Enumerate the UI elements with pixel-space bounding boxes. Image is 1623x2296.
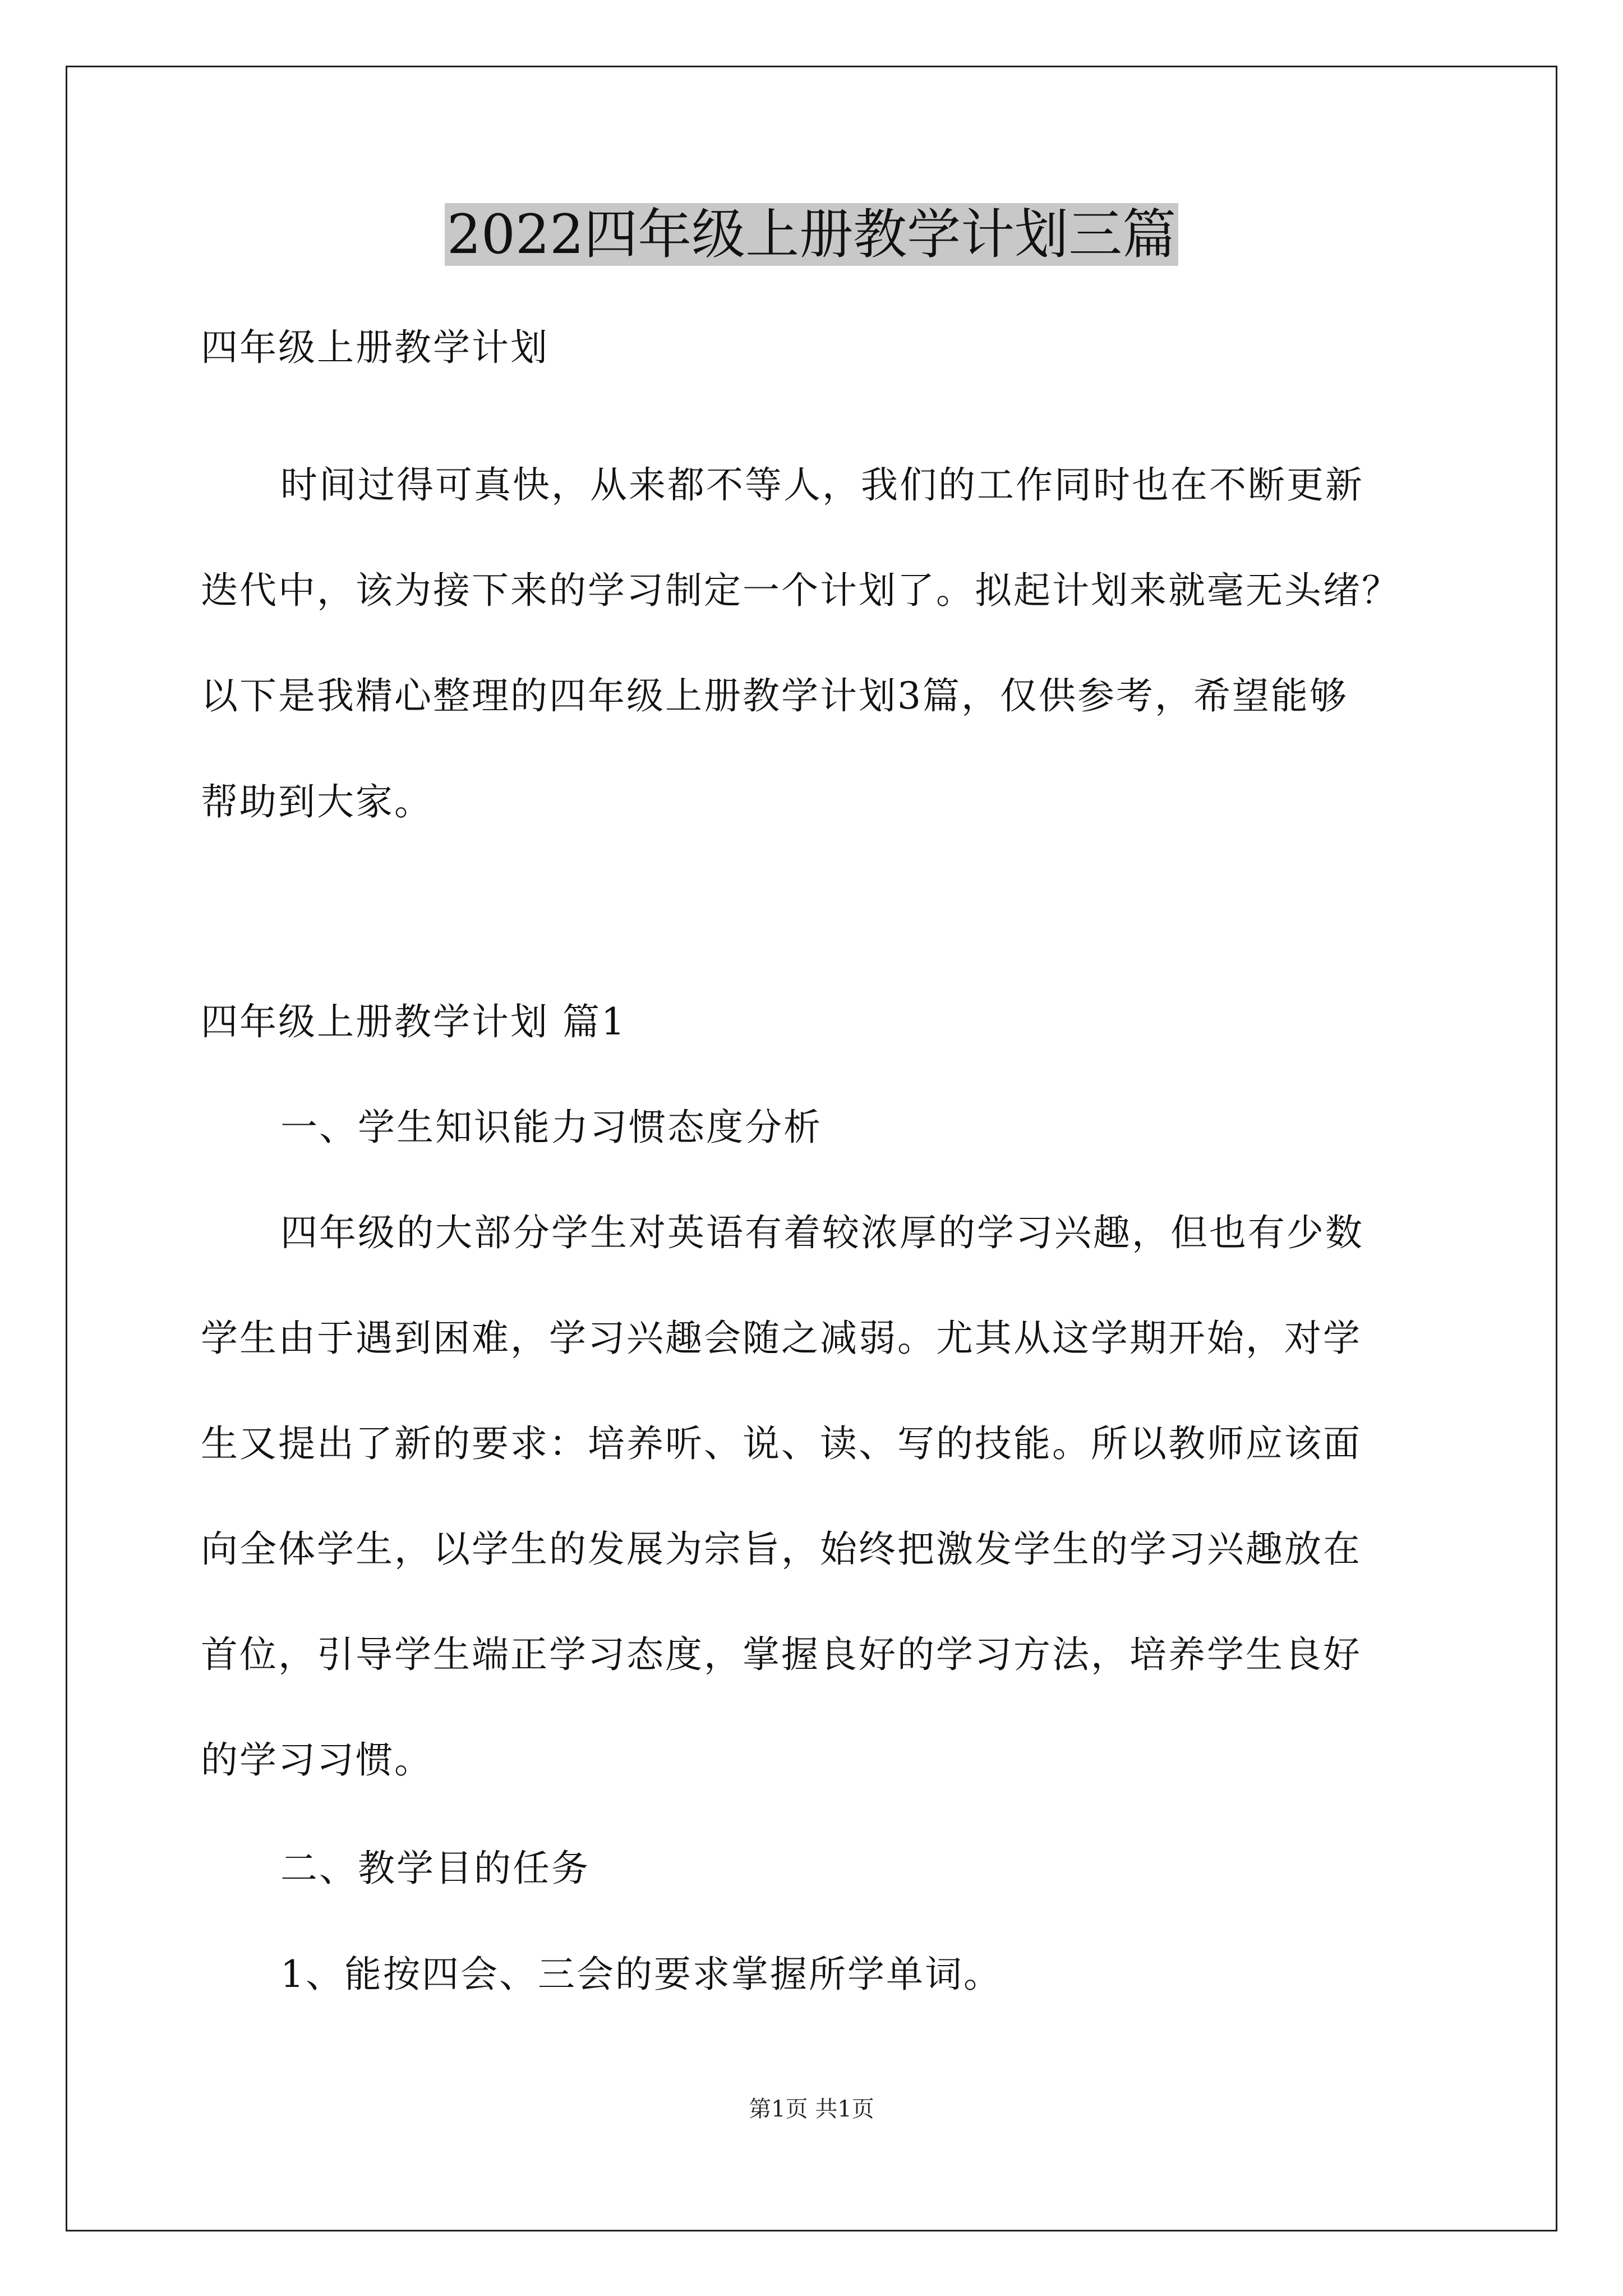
list-item: 1、能按四会、三会的要求掌握所学单词。: [280, 1953, 1002, 1996]
section-heading: 四年级上册教学计划: [201, 326, 549, 369]
page-footer: 第1页 共1页: [749, 2096, 874, 2122]
document-title: [0, 196, 1623, 273]
paragraph-line: 帮助到大家。: [201, 780, 433, 823]
subsection-heading: 一、学生知识能力习惯态度分析: [280, 1106, 822, 1149]
paragraph-line: 的学习习惯。: [201, 1738, 433, 1782]
subsection-heading: 二、教学目的任务: [280, 1847, 590, 1890]
paragraph-line: 四年级的大部分学生对英语有着较浓厚的学习兴趣，但也有少数: [280, 1211, 1364, 1254]
paragraph-line: 以下是我精心整理的四年级上册教学计划3篇，仅供参考，希望能够: [201, 674, 1348, 717]
document-title-text: 2022四年级上册教学计划三篇: [445, 203, 1178, 266]
paragraph-line: 学生由于遇到困难，学习兴趣会随之减弱。尤其从这学期开始，对学: [201, 1317, 1362, 1360]
paragraph-line: 向全体学生，以学生的发展为宗旨，始终把激发学生的学习兴趣放在: [201, 1527, 1362, 1571]
paragraph-line: 生又提出了新的要求：培养听、说、读、写的技能。所以教师应该面: [201, 1422, 1362, 1465]
paragraph-line: 首位，引导学生端正学习态度，掌握良好的学习方法，培养学生良好: [201, 1633, 1362, 1676]
paragraph-line: 迭代中，该为接下来的学习制定一个计划了。拟起计划来就毫无头绪？: [201, 569, 1400, 612]
section-heading: 四年级上册教学计划 篇1: [201, 1000, 626, 1043]
paragraph-line: 时间过得可真快，从来都不等人，我们的工作同时也在不断更新: [280, 463, 1364, 507]
